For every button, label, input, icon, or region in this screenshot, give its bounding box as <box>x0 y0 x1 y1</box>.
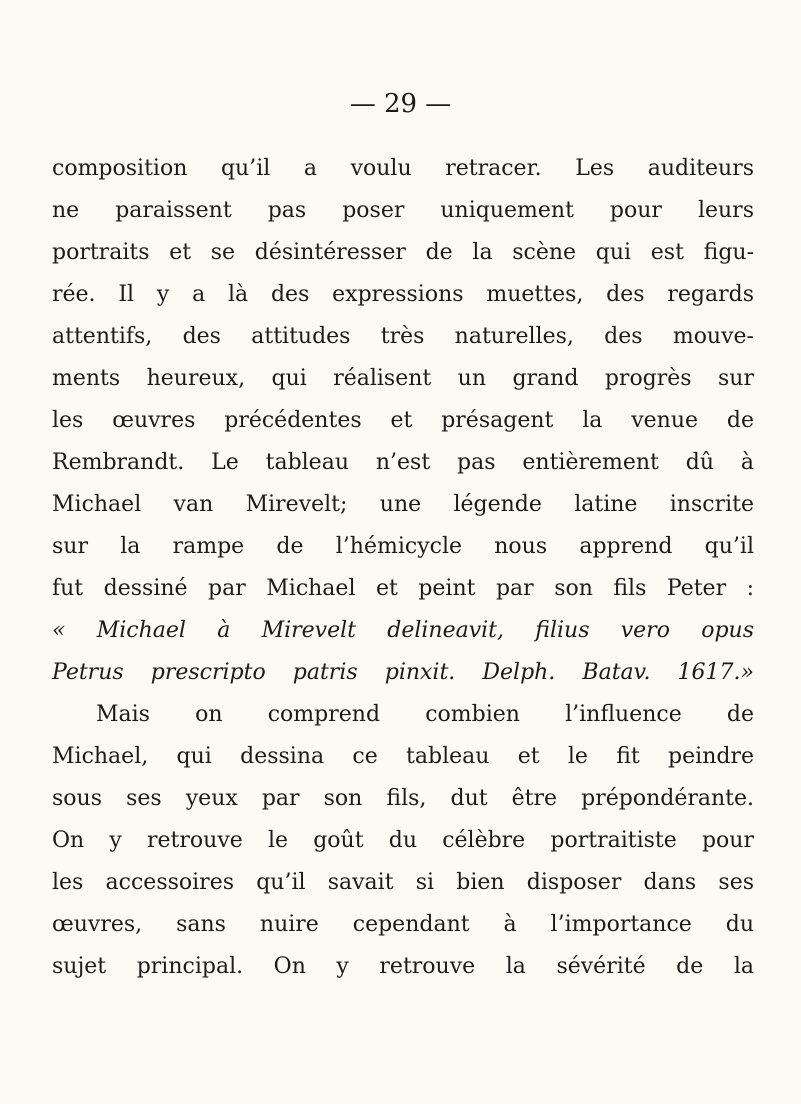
text-line: ments heureux, qui réalisent un grand progrès sur <box>52 366 754 391</box>
text-line: fut dessiné par Michael et peint par son fils Peter : <box>52 576 754 601</box>
text-line: sous ses yeux par son fils, dut être prépondérante. <box>52 786 754 811</box>
text-line: Rembrandt. Le tableau n’est pas entièrement dû à <box>52 450 754 475</box>
body-text <box>52 148 754 988</box>
text-line: ne paraissent pas poser uniquement pour leurs <box>52 198 754 223</box>
page-number: — 29 — <box>349 89 452 119</box>
text-line: On y retrouve le goût du célèbre portraitiste pour <box>52 828 754 853</box>
text-line: rée. Il y a là des expressions muettes, des regards <box>52 282 754 307</box>
text-line: Michael van Mirevelt; une légende latine inscrite <box>52 492 754 517</box>
text-line: les œuvres précédentes et présagent la venue de <box>52 408 754 433</box>
text-line: sujet principal. On y retrouve la sévérité de la <box>52 954 754 979</box>
text-line: portraits et se désintéresser de la scène qui est figu- <box>52 240 754 265</box>
text-line: sur la rampe de l’hémicycle nous apprend qu’il <box>52 534 754 559</box>
paragraph-start-line: Mais on comprend combien l’influence de <box>96 702 754 727</box>
text-line: les accessoires qu’il savait si bien disposer dans ses <box>52 870 754 895</box>
text-line: Michael, qui dessina ce tableau et le fit peindre <box>52 744 754 769</box>
latin-quote-line: Petrus prescripto patris pinxit. Delph. Batav. 1617.» <box>52 660 754 685</box>
text-line: composition qu’il a voulu retracer. Les auditeurs <box>52 156 754 181</box>
text-line: attentifs, des attitudes très naturelles, des mouve- <box>52 324 754 349</box>
latin-quote-line: « Michael à Mirevelt delineavit, filius vero opus <box>52 618 754 643</box>
text-line: œuvres, sans nuire cependant à l’importance du <box>52 912 754 937</box>
